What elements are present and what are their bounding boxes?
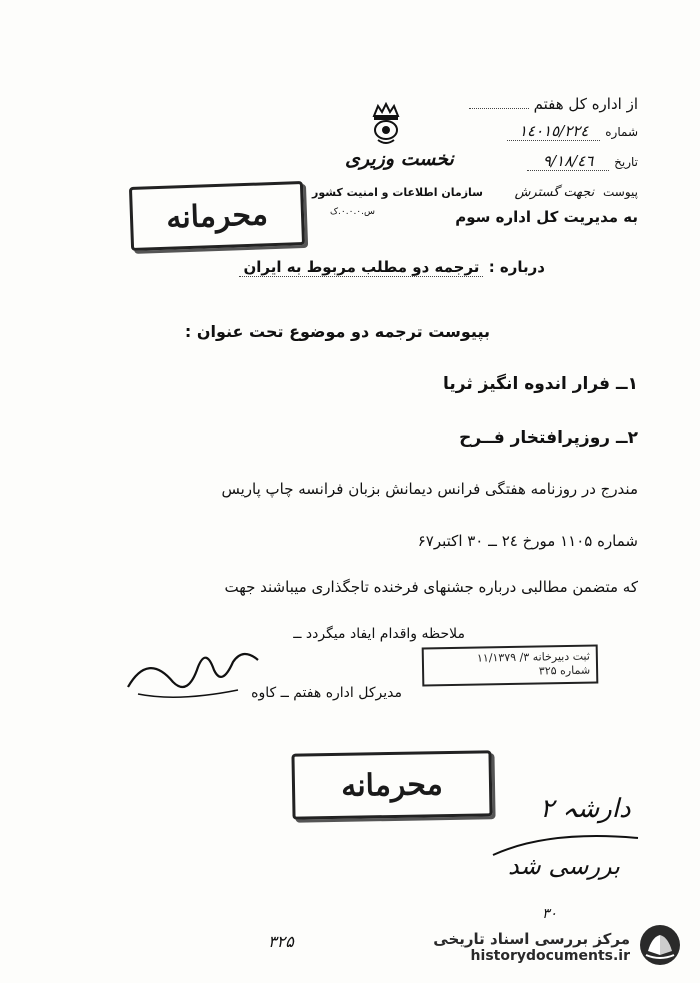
classification-stamp-bottom: محرمانه — [291, 750, 492, 819]
body-item-1: ۱ــ فرار اندوه انگیز ثریا — [443, 374, 638, 394]
registry-line-1: ثبت دبیرخانه ۳/ ۱۱/۱۳۷۹ — [476, 649, 590, 665]
date-label: تاریخ — [614, 155, 638, 169]
classification-stamp-top: محرمانه — [129, 181, 305, 251]
archive-logo-icon — [638, 923, 682, 971]
watermark-title: مرکز بررسی اسناد تاریخی — [433, 930, 630, 948]
watermark-text — [433, 930, 630, 964]
body-item-2: ۲ــ روزپرافتخار فــرح — [459, 428, 638, 448]
watermark-url: historydocuments.ir — [470, 948, 630, 964]
attach-label: پیوست — [603, 185, 638, 199]
date-line — [527, 152, 638, 171]
body-intro: بپیوست ترجمه دو موضوع تحت عنوان : — [184, 322, 490, 341]
attach-value: نجهت گسترش — [514, 185, 595, 200]
crown-emblem-icon — [366, 102, 406, 146]
body-line-4: شماره ۱۱۰۵ مورخ ۲٤ ــ ۳۰ اکتبر۶۷ — [417, 532, 638, 550]
registry-stamp — [422, 644, 599, 686]
signature-title: مدیرکل اداره هفتم ــ کاوه — [251, 685, 402, 701]
letterhead-title: نخست وزیری — [345, 148, 454, 170]
signature-scribble — [118, 632, 268, 716]
page-number: ۳۲۵ — [268, 932, 294, 951]
registry-line-2: شماره ۳۲۵ — [538, 663, 591, 678]
handwritten-note-2: بررسی شد — [508, 852, 620, 880]
number-label: شماره — [605, 125, 638, 139]
handwritten-note-3: ۳۰ — [542, 906, 558, 922]
letterhead-org: سازمان اطلاعات و امنیت کشور — [312, 186, 483, 199]
attach-line — [511, 182, 638, 200]
to-line: به مدیریت کل اداره سوم — [455, 208, 638, 226]
number-value: ۲۲٤/۱٤۰۱٥ — [507, 122, 601, 141]
body-line-3: مندرج در روزنامه هفتگی فرانس دیمانش بزبان فرانسه چاپ پاریس — [221, 480, 638, 498]
handwritten-note-1: دارشہ ۲ — [540, 794, 631, 824]
body-line-6: ملاحظه واقدام ایفاد میگردد ــ — [293, 626, 465, 642]
subject-value: ترجمه دو مطلب مربوط به ایران — [239, 258, 483, 277]
letterhead-code: س.۰.۰.۰.ک — [330, 207, 376, 217]
body-line-5: که متضمن مطالبی درباره جشنهای فرخنده تاجگذاری میباشند جهت — [224, 578, 638, 596]
subject-label: درباره : — [488, 258, 545, 276]
watermark — [433, 923, 682, 971]
date-value: ٤٦/۹/۱۸ — [527, 152, 609, 171]
from-line — [469, 95, 638, 113]
subject-line — [239, 258, 545, 277]
number-line — [507, 122, 638, 141]
from-label: از اداره کل هفتم — [533, 95, 638, 113]
